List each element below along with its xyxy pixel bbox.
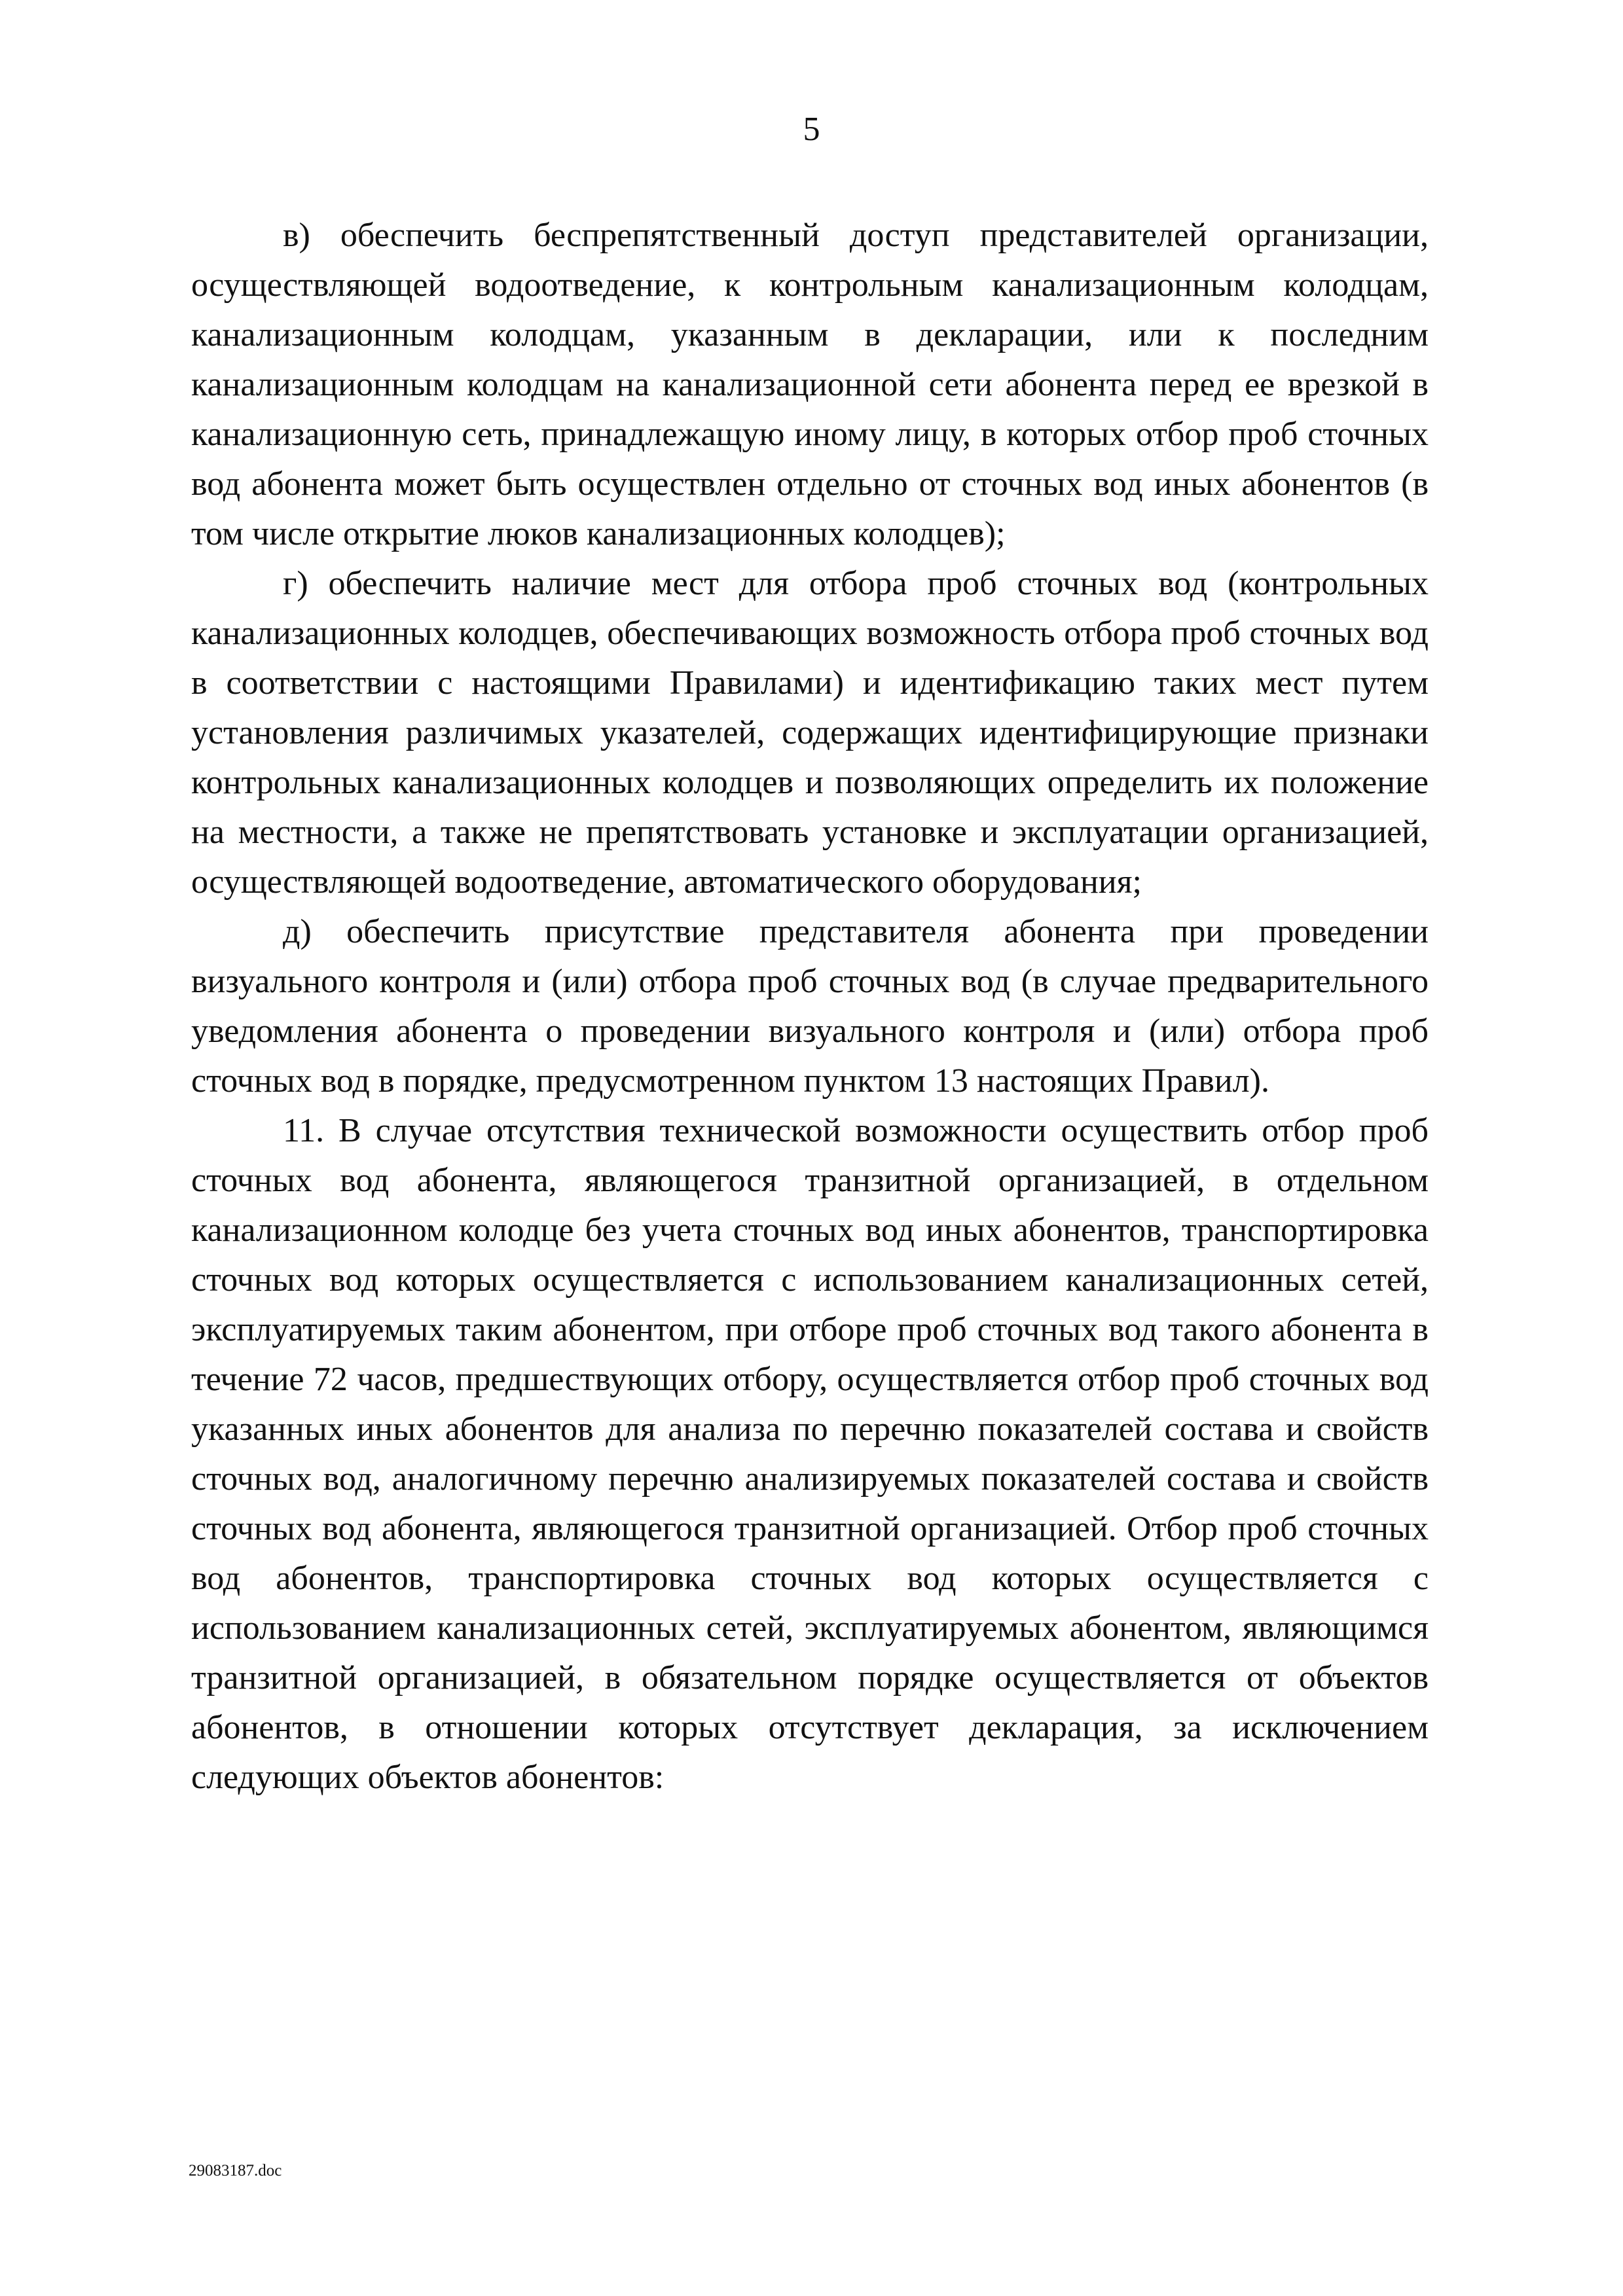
- footer-file-name: 29083187.doc: [189, 2162, 282, 2179]
- paragraph-v-access: в) обеспечить беспрепятственный доступ представителей организации, осуществляющей водоотведение, к контрольным канализационным колодцам, канализационным колодцам, указанным в декларации, или к последним канализационным колодцам на канализационной сети абонента перед ее врезкой в канализационную сеть, принадлежащую иному лицу, в которых отбор проб сточных вод абонента может быть осуществлен отдельно от сточных вод иных абонентов (в том числе открытие люков канализационных колодцев);: [191, 217, 1429, 552]
- paragraph-11-transit-organization: 11. В случае отсутствия технической возможности осуществить отбор проб сточных вод абонента, являющегося транзитной организацией, в отдельном канализационном колодце без учета сточных вод иных абонентов, транспортировка сточных вод которых осуществляется с использованием канализационных сетей, эксплуатируемых таким абонентом, при отборе проб сточных вод такого абонента в течение 72 часов, предшествующих отбору, осуществляется отбор проб сточных вод указанных иных абонентов для анализа по перечню показателей состава и свойств сточных вод, аналогичному перечню анализируемых показателей состава и свойств сточных вод абонента, являющегося транзитной организацией. Отбор проб сточных вод абонентов, транспортировка сточных вод которых осуществляется с использованием канализационных сетей, эксплуатируемых абонентом, являющимся транзитной организацией, в обязательном порядке осуществляется от объектов абонентов, в отношении которых отсутствует декларация, за исключением следующих объектов абонентов:: [191, 1112, 1429, 1796]
- document-body: [191, 211, 1429, 1803]
- paragraph-d-representative: д) обеспечить присутствие представителя абонента при проведении визуального контроля и (или) отбора проб сточных вод (в случае предварительного уведомления абонента о проведении визуального контроля и (или) отбора проб сточных вод в порядке, предусмотренном пунктом 13 настоящих Правил).: [191, 913, 1429, 1100]
- page-number: 5: [803, 111, 820, 148]
- paragraph-g-sampling-places: г) обеспечить наличие мест для отбора проб сточных вод (контрольных канализационных колодцев, обеспечивающих возможность отбора проб сточных вод в соответствии с настоящими Правилами) и идентификацию таких мест путем установления различимых указателей, содержащих идентифицирующие признаки контрольных канализационных колодцев и позволяющих определить их положение на местности, а также не препятствовать установке и эксплуатации организацией, осуществляющей водоотведение, автоматического оборудования;: [191, 565, 1429, 901]
